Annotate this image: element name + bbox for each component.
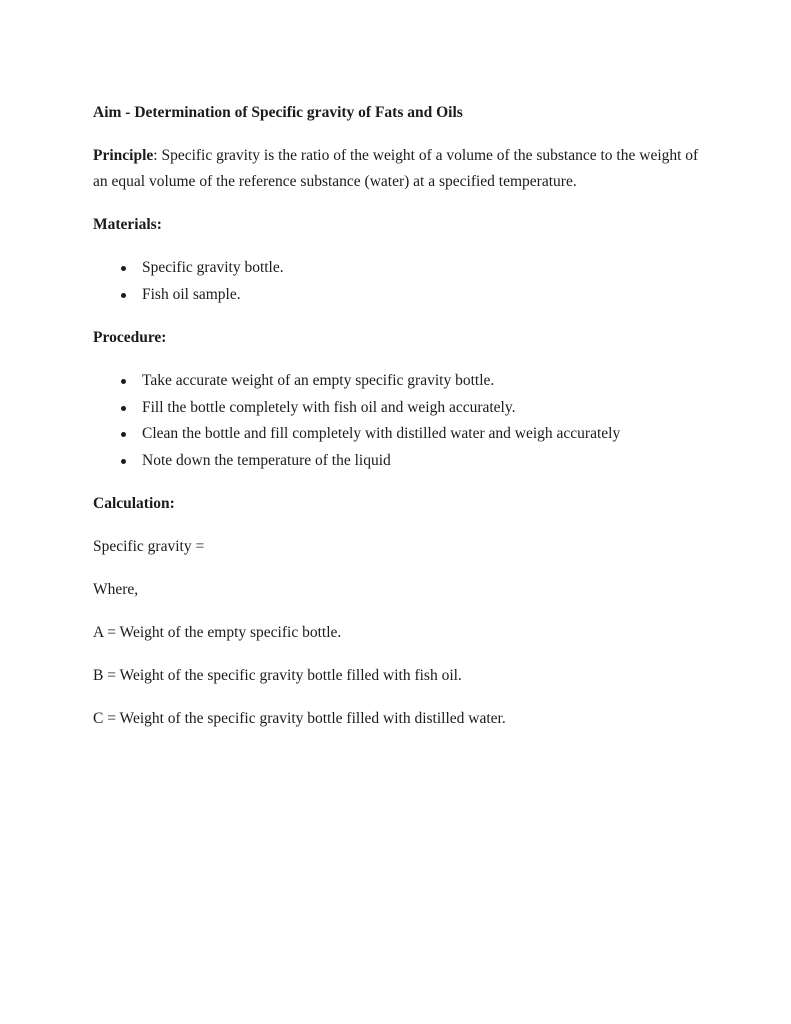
- page-title: Aim - Determination of Specific gravity of Fats and Oils: [93, 104, 463, 121]
- principle-text: : Specific gravity is the ratio of the weight of a volume of the substance to the weight of an equal volume of the reference substance (water) at a specified temperature.: [93, 147, 699, 190]
- calculation-heading: Calculation:: [93, 495, 175, 512]
- list-item: [93, 255, 705, 282]
- list-item-text: Fill the bottle completely with fish oil and weigh accurately.: [142, 398, 516, 416]
- procedure-list: [93, 368, 705, 474]
- bullet-icon: [121, 459, 126, 464]
- bullet-icon: [121, 432, 126, 437]
- list-item: [93, 421, 705, 448]
- list-item: [93, 395, 705, 422]
- definition-line: A = Weight of the empty specific bottle.: [93, 624, 342, 641]
- list-item: [93, 282, 705, 309]
- document-content: [93, 100, 705, 732]
- materials-list: [93, 255, 705, 308]
- list-item-text: Note down the temperature of the liquid: [142, 451, 391, 469]
- where-line: Where,: [93, 581, 139, 598]
- definition-line: B = Weight of the specific gravity bottle filled with fish oil.: [93, 667, 462, 684]
- formula-line: Specific gravity =: [93, 538, 205, 555]
- bullet-icon: [121, 379, 126, 384]
- materials-heading: Materials:: [93, 216, 162, 233]
- list-item-text: Take accurate weight of an empty specific gravity bottle.: [142, 372, 495, 389]
- definition-line: C = Weight of the specific gravity bottle filled with distilled water.: [93, 710, 506, 727]
- bullet-icon: [121, 406, 126, 411]
- list-item-text: Fish oil sample.: [142, 285, 241, 303]
- list-item: [93, 448, 705, 475]
- bullet-icon: [121, 293, 126, 298]
- principle-paragraph: [93, 143, 705, 195]
- principle-label: Principle: [93, 147, 154, 164]
- bullet-icon: [121, 266, 126, 271]
- list-item: [93, 368, 705, 395]
- list-item-text: Clean the bottle and fill completely with distilled water and weigh accurately: [142, 425, 621, 442]
- list-item-text: Specific gravity bottle.: [142, 259, 284, 276]
- procedure-heading: Procedure:: [93, 329, 167, 346]
